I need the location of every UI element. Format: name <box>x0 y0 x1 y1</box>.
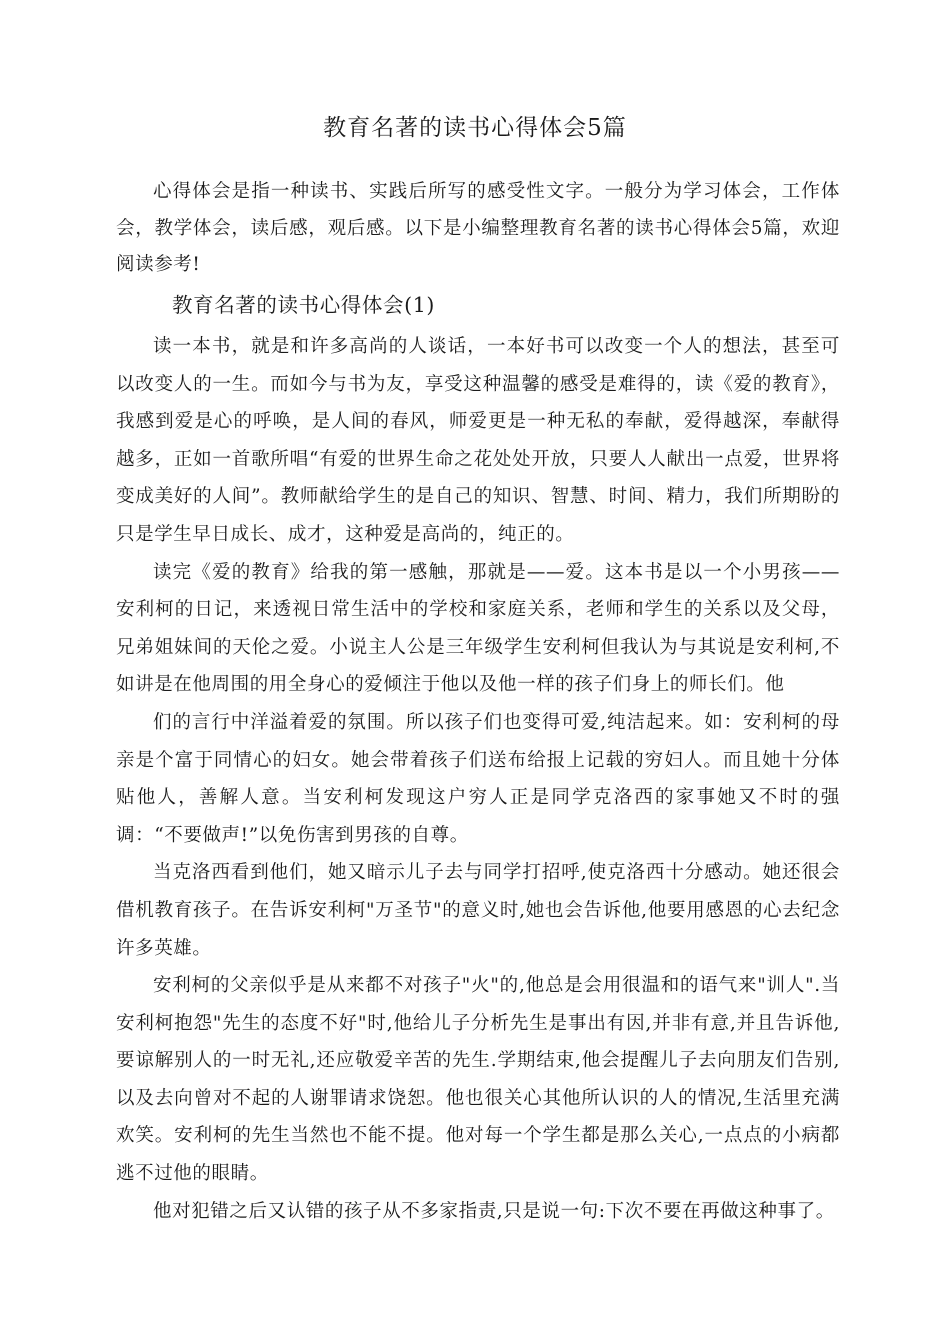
paragraph: 他对犯错之后又认错的孩子从不多家指责,只是说一句:下次不要在再做这种事了。 <box>153 1200 835 1222</box>
paragraph: 读完《爱的教育》给我的第一感触，那就是——爱。这本书是以一个小男孩——安利柯的日记，来透视日常生活中的学校和家庭关系，老师和学生的关系以及父母，兄弟姐妹间的天伦之爱。小说主人公是三年级学生安利柯但我认为与其说是安利柯,不如讲是在他周围的用全身心的爱倾注于他以及他一样的孩子们身上的师长们。他 <box>116 561 840 696</box>
paragraph: 读一本书，就是和许多高尚的人谈话，一本好书可以改变一个人的想法，甚至可以改变人的一生。而如今与书为友，享受这种温馨的感受是难得的，读《爱的教育》，我感到爱是心的呼唤，是人间的春风，师爱更是一种无私的奉献，爱得越深，奉献得越多，正如一首歌所唱“有爱的世界生命之花处处开放，只要人人献出一点爱，世界将变成美好的人间”。教师献给学生的是自己的知识、智慧、时间、精力，我们所期盼的只是学生早日成长、成才，这种爱是高尚的，纯正的。 <box>116 336 840 545</box>
paragraph: 安利柯的父亲似乎是从来都不对孩子"火"的,他总是会用很温和的语气来"训人".当安利柯抱怨"先生的态度不好"时,他给儿子分析先生是事出有因,并非有意,并且告诉他,要谅解别人的一时无礼,还应敬爱辛苦的先生.学期结束,他会提醒儿子去向朋友们告别,以及去向曾对不起的人谢罪请求饶恕。他也很关心其他所认识的人的情况,生活里充满欢笑。安利柯的先生当然也不能不提。他对每一个学生都是那么关心,一点点的小病都逃不过他的眼睛。 <box>116 975 840 1185</box>
paragraph: 当克洛西看到他们，她又暗示儿子去与同学打招呼,使克洛西十分感动。她还很会借机教育孩子。在告诉安利柯"万圣节"的意义时,她也会告诉他,他要用感恩的心去纪念许多英雄。 <box>116 862 840 959</box>
section-body <box>116 328 840 1230</box>
intro-paragraph: 心得体会是指一种读书、实践后所写的感受性文字。一般分为学习体会，工作体会，教学体会，读后感，观后感。以下是小编整理教育名著的读书心得体会5篇，欢迎阅读参考! <box>116 181 840 275</box>
page-title: 教育名著的读书心得体会5篇 <box>323 115 627 141</box>
section-title: 教育名著的读书心得体会(1) <box>172 293 435 317</box>
paragraph: 们的言行中洋溢着爱的氛围。所以孩子们也变得可爱,纯洁起来。如：安利柯的母亲是个富于同情心的妇女。她会带着孩子们送布给报上记载的穷妇人。而且她十分体贴他人，善解人意。当安利柯发现这户穷人正是同学克洛西的家事她又不时的强调：“不要做声!”以免伤害到男孩的自尊。 <box>116 711 840 846</box>
intro-block <box>116 174 840 284</box>
